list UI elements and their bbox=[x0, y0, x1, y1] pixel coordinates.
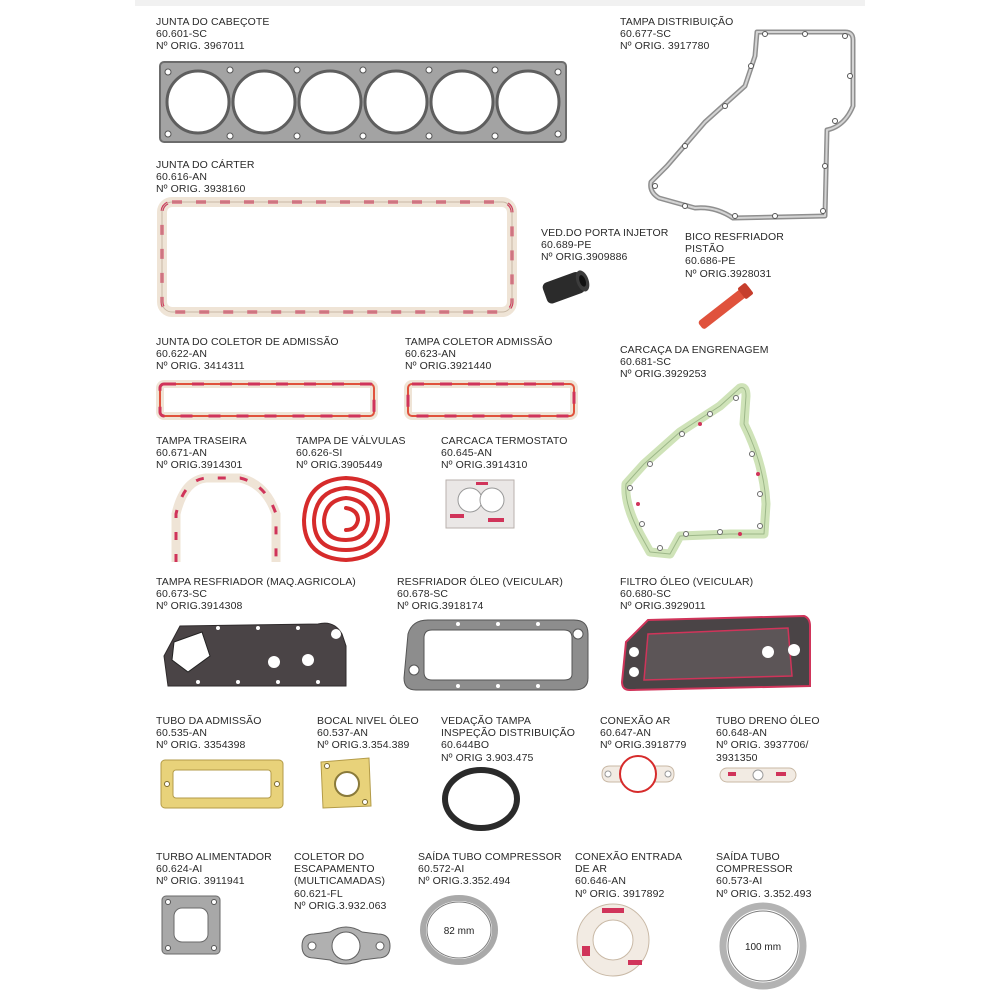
turbocharger-gasket-image bbox=[158, 892, 224, 958]
intake-manifold-cover-gasket-image bbox=[404, 378, 578, 422]
part-orig-number: Nº ORIG. 3.352.493 bbox=[716, 887, 812, 900]
part-orig-number: Nº ORIG.3909886 bbox=[541, 251, 628, 264]
size-label: 82 mm bbox=[443, 926, 475, 937]
part-orig-number: Nº ORIG. 3414311 bbox=[156, 360, 245, 373]
part-label bbox=[418, 851, 562, 888]
part-code: 60.572-AI bbox=[418, 863, 465, 876]
part-orig-number: Nº ORIG 3.903.475 bbox=[441, 751, 534, 764]
part-code: 60.671-AN bbox=[156, 447, 208, 460]
part-name: TUBO DRENO ÓLEO bbox=[716, 715, 820, 727]
part-name: TAMPA DISTRIBUIÇÃO bbox=[620, 16, 734, 28]
part-name: VED.DO PORTA INJETOR bbox=[541, 227, 669, 239]
part-label bbox=[541, 227, 668, 264]
part-label bbox=[156, 159, 255, 196]
part-name: CONEXÃO AR bbox=[600, 715, 671, 727]
part-orig-number: Nº ORIG. 3354398 bbox=[156, 739, 246, 752]
part-code: 60.646-AN bbox=[575, 875, 627, 888]
part-name: CARCAÇA DA ENGRENAGEM bbox=[620, 344, 769, 356]
part-label bbox=[685, 231, 784, 280]
part-name: SAÍDA TUBO bbox=[716, 851, 780, 863]
part-name: JUNTA DO CABEÇOTE bbox=[156, 16, 270, 28]
air-connection-gasket-image bbox=[596, 752, 680, 798]
part-label bbox=[716, 851, 812, 900]
part-name: BOCAL NIVEL ÓLEO bbox=[317, 715, 419, 727]
part-orig-number: Nº ORIG.3929253 bbox=[620, 368, 707, 381]
thermostat-housing-gasket-image bbox=[440, 474, 520, 534]
timing-cover-gasket-image bbox=[645, 26, 860, 226]
part-label bbox=[294, 851, 387, 912]
oil-cooler-gasket-vehicle-image bbox=[398, 614, 592, 694]
part-orig-number: Nº ORIG.3921440 bbox=[405, 360, 492, 373]
part-orig-number: Nº ORIG.3929011 bbox=[620, 600, 706, 613]
part-code: 60.686-PE bbox=[685, 255, 736, 268]
part-name: CONEXÃO ENTRADA bbox=[575, 851, 683, 863]
part-label bbox=[620, 576, 753, 613]
part-name: TUBO DA ADMISSÃO bbox=[156, 715, 262, 727]
part-orig-number: Nº ORIG. 3967011 bbox=[156, 40, 245, 53]
part-code: 60.673-SC bbox=[156, 588, 208, 601]
piston-cooling-nozzle-image bbox=[690, 284, 760, 330]
part-label bbox=[600, 715, 686, 752]
part-label bbox=[156, 435, 247, 472]
part-name: TAMPA RESFRIADOR (MAQ.AGRICOLA) bbox=[156, 576, 356, 588]
part-name: SAÍDA TUBO COMPRESSOR bbox=[418, 851, 562, 863]
part-name: BICO RESFRIADOR bbox=[685, 231, 784, 243]
part-label bbox=[156, 336, 339, 373]
valve-cover-gasket-image bbox=[296, 470, 396, 566]
exhaust-manifold-gasket-image bbox=[296, 920, 396, 970]
part-orig-number: Nº ORIG. 3917780 bbox=[620, 40, 710, 53]
part-orig-number: Nº ORIG.3914308 bbox=[156, 600, 243, 613]
part-label bbox=[296, 435, 406, 472]
part-label bbox=[156, 715, 261, 752]
part-label bbox=[405, 336, 552, 373]
part-name: VEDAÇÃO TAMPA bbox=[441, 715, 531, 727]
part-code: 60.616-AN bbox=[156, 171, 208, 184]
gear-housing-gasket-image bbox=[620, 384, 770, 562]
part-orig-number: Nº ORIG.3928031 bbox=[685, 267, 772, 280]
part-orig-number: Nº ORIG.3918779 bbox=[600, 739, 687, 752]
part-label bbox=[156, 576, 356, 613]
part-code: 60.626-SI bbox=[296, 447, 343, 460]
part-code: 60.647-AN bbox=[600, 727, 652, 740]
part-name: TURBO ALIMENTADOR bbox=[156, 851, 272, 863]
part-orig-number: Nº ORIG. 3937706/ bbox=[716, 739, 809, 752]
timing-inspection-cover-seal-image bbox=[440, 766, 522, 832]
part-orig-number: Nº ORIG.3.354.389 bbox=[317, 739, 410, 752]
part-orig-number: Nº ORIG.3905449 bbox=[296, 459, 383, 472]
compressor-outlet-tube-seal-100-image bbox=[718, 902, 808, 990]
part-label bbox=[441, 715, 575, 764]
part-code: 60.623-AN bbox=[405, 348, 457, 361]
part-code: 60.645-AN bbox=[441, 447, 493, 460]
cylinder-head-gasket-image bbox=[158, 56, 570, 150]
injector-seal-image bbox=[536, 268, 596, 308]
part-code: 60.601-SC bbox=[156, 28, 208, 41]
part-code: 60.621-FL bbox=[294, 887, 343, 900]
rear-cover-gasket-image bbox=[170, 474, 282, 566]
oil-pan-gasket-image bbox=[156, 196, 518, 318]
part-label bbox=[397, 576, 563, 613]
part-orig-number: Nº ORIG. 3911941 bbox=[156, 875, 245, 888]
part-name: CARCACA TERMOSTATO bbox=[441, 435, 568, 447]
cooler-cover-gasket-agricultural-image bbox=[158, 616, 352, 692]
part-label bbox=[716, 715, 820, 764]
part-code: 60.537-AN bbox=[317, 727, 369, 740]
oil-level-nozzle-gasket-image bbox=[315, 754, 377, 812]
part-name-line3: (MULTICAMADAS) bbox=[294, 875, 386, 888]
part-orig-number: Nº ORIG.3914310 bbox=[441, 459, 528, 472]
part-name: RESFRIADOR ÓLEO (VEICULAR) bbox=[397, 576, 563, 588]
part-code: 60.648-AN bbox=[716, 727, 768, 740]
intake-manifold-gasket-image bbox=[156, 378, 378, 422]
part-label bbox=[620, 344, 769, 381]
part-label bbox=[156, 16, 270, 53]
part-name: COLETOR DO bbox=[294, 851, 365, 863]
oil-filter-gasket-vehicle-image bbox=[618, 612, 814, 694]
part-code: 60.678-SC bbox=[397, 588, 449, 601]
intake-tube-gasket-image bbox=[157, 756, 287, 812]
part-name: TAMPA TRASEIRA bbox=[156, 435, 247, 447]
part-code: 60.681-SC bbox=[620, 356, 672, 369]
part-code: 60.624-AI bbox=[156, 863, 203, 876]
part-label bbox=[156, 851, 272, 888]
part-orig-number: Nº ORIG. 3917892 bbox=[575, 887, 665, 900]
part-name: TAMPA COLETOR ADMISSÃO bbox=[405, 336, 553, 348]
part-name-line2: ESCAPAMENTO bbox=[294, 863, 375, 876]
part-name-line2: COMPRESSOR bbox=[716, 863, 793, 876]
part-label bbox=[317, 715, 419, 752]
part-orig-number: Nº ORIG.3.352.494 bbox=[418, 875, 511, 888]
compressor-outlet-tube-seal-82-image bbox=[418, 894, 500, 966]
size-label: 100 mm bbox=[744, 942, 782, 953]
part-name: FILTRO ÓLEO (VEICULAR) bbox=[620, 576, 754, 588]
part-name: JUNTA DO CÁRTER bbox=[156, 159, 255, 171]
part-orig-number: Nº ORIG.3918174 bbox=[397, 600, 484, 613]
part-code: 60.573-AI bbox=[716, 875, 763, 888]
part-orig-number: Nº ORIG.3914301 bbox=[156, 459, 243, 472]
part-name-line2: INSPEÇÃO DISTRIBUIÇÃO bbox=[441, 727, 575, 740]
part-code: 60.680-SC bbox=[620, 588, 672, 601]
top-divider bbox=[135, 0, 865, 6]
part-code: 60.644BO bbox=[441, 739, 490, 752]
part-code: 60.535-AN bbox=[156, 727, 208, 740]
part-label bbox=[441, 435, 567, 472]
part-code: 60.677-SC bbox=[620, 28, 672, 41]
part-name-line2: PISTÃO bbox=[685, 243, 725, 256]
part-code: 60.622-AN bbox=[156, 348, 208, 361]
part-label bbox=[575, 851, 682, 900]
part-orig-number-line2: 3931350 bbox=[716, 751, 758, 764]
part-name: JUNTA DO COLETOR DE ADMISSÃO bbox=[156, 336, 339, 348]
oil-drain-tube-gasket-image bbox=[716, 764, 800, 786]
part-orig-number: Nº ORIG.3.932.063 bbox=[294, 899, 387, 912]
part-name-line2: DE AR bbox=[575, 863, 608, 876]
part-name: TAMPA DE VÁLVULAS bbox=[296, 435, 406, 447]
part-orig-number: Nº ORIG. 3938160 bbox=[156, 183, 246, 196]
air-inlet-connection-gasket-image bbox=[574, 900, 652, 980]
part-code: 60.689-PE bbox=[541, 239, 592, 252]
